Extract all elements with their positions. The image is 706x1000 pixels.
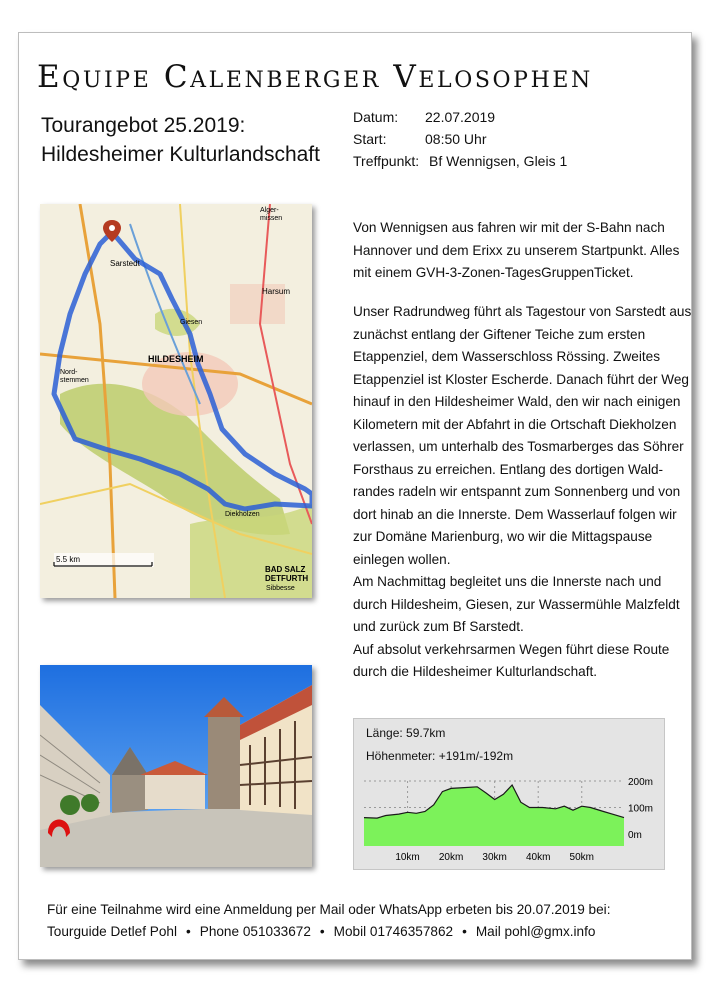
intro-line: Von Wennigsen aus fahren wir mit der S-Bahn nach bbox=[353, 220, 665, 235]
footer-contact bbox=[47, 899, 610, 943]
meta-meeting-point bbox=[353, 150, 567, 172]
monastery-photo-graphic bbox=[40, 665, 312, 867]
body-line: Etappenziel, dem Wasserschloss Rössing. Zweites bbox=[353, 349, 660, 364]
profile-x-tick-label: 20km bbox=[438, 852, 464, 863]
route-map-graphic bbox=[40, 204, 312, 598]
map-label-detfurth: DETFURTH bbox=[265, 574, 309, 583]
map-label-giesen: Giesen bbox=[180, 319, 203, 326]
elevation-profile bbox=[353, 718, 665, 870]
body-line: einlegen wollen. bbox=[353, 551, 451, 567]
profile-length: Länge: 59.7km bbox=[366, 726, 446, 740]
body-line: durch Hildesheim, Giesen, zur Wassermühle Malzfeldt bbox=[353, 596, 680, 612]
meta-meeting-value: Bf Wennigsen, Gleis 1 bbox=[429, 153, 568, 169]
intro-line: mit einem GVH-3-Zonen-TagesGruppenTicket. bbox=[353, 265, 634, 280]
body-line: Unser Radrundweg führt als Tagestour von Sarstedt aus bbox=[353, 304, 692, 319]
profile-y-tick-label: 200m bbox=[628, 777, 654, 788]
body-line: Forsthaus zu erreichen. Entlang des dortigen Wald- bbox=[353, 461, 664, 477]
map-scale-label: 5.5 km bbox=[56, 555, 81, 564]
tour-meta bbox=[353, 106, 567, 172]
profile-x-tick-label: 50km bbox=[569, 852, 594, 863]
meta-date-value: 22.07.2019 bbox=[425, 109, 496, 125]
map-label-diekholzen: Diekholzen bbox=[225, 511, 260, 518]
map-label-sarstedt: Sarstedt bbox=[110, 259, 140, 268]
mobile-number[interactable]: Mobil 01746357862 bbox=[333, 924, 454, 939]
mail-address[interactable]: Mail pohl@gmx.info bbox=[475, 924, 596, 939]
route-map bbox=[40, 204, 312, 598]
meta-date-label: Datum: bbox=[353, 109, 399, 125]
map-label-nordstemmen: Nord- bbox=[60, 369, 78, 376]
body-line: hinauf in den Hildesheimer Wald, den wir nach einigen bbox=[353, 394, 681, 409]
elevation-area bbox=[364, 785, 624, 846]
body-line: Etappenziel ist Kloster Escherde. Danach führt der Weg bbox=[353, 371, 689, 387]
body-line: Auf absolut verkehrsarmen Wegen führt diese Route bbox=[353, 641, 670, 657]
bullet-separator: • bbox=[319, 924, 325, 939]
map-label-bad-salzdetfurth: BAD SALZ bbox=[265, 565, 306, 574]
intro-line: Hannover und dem Erixx zu unserem Startpunkt. Alles bbox=[353, 242, 680, 258]
profile-x-tick-label: 30km bbox=[482, 852, 507, 863]
map-label-algermissen: Alger- bbox=[260, 207, 279, 214]
monastery-photo bbox=[40, 665, 312, 867]
route-description bbox=[353, 301, 691, 684]
bullet-separator: • bbox=[185, 924, 191, 939]
tour-heading bbox=[41, 111, 320, 169]
body-line: durch die Hildesheimer Kulturlandschaft. bbox=[353, 664, 598, 679]
body-line: zunächst entlang der Giftener Teiche zum ersten bbox=[353, 326, 646, 342]
map-label-sibbesse: Sibbesse bbox=[266, 585, 295, 592]
tour-offer-number: Tourangebot 25.2019: bbox=[41, 114, 246, 137]
registration-note: Für eine Teilnahme wird eine Anmeldung per Mail oder WhatsApp erbeten bis 20.07.2019 bei: bbox=[47, 902, 611, 917]
meta-start bbox=[353, 128, 567, 150]
map-label-nordstemmen-2: stemmen bbox=[60, 377, 89, 384]
body-line: Kilometern mit der Abfahrt in die Ortschaft Diekholzen bbox=[353, 416, 677, 432]
body-line: dort hinab an die Innerste. Dem Wasserlauf folgen wir bbox=[353, 506, 677, 522]
flyer-sheet bbox=[18, 32, 692, 960]
profile-x-tick-label: 40km bbox=[525, 852, 551, 863]
tour-name: Hildesheimer Kulturlandschaft bbox=[41, 143, 320, 166]
meta-start-label: Start: bbox=[353, 131, 387, 147]
tourguide-name: Tourguide Detlef Pohl bbox=[47, 924, 177, 939]
phone-number[interactable]: Phone 051033672 bbox=[199, 924, 311, 939]
map-label-algermissen-2: missen bbox=[260, 215, 283, 222]
intro-paragraph bbox=[353, 217, 679, 285]
contact-line bbox=[47, 921, 610, 943]
body-line: und zurück zum Bf Sarstedt. bbox=[353, 619, 524, 634]
profile-elevation-gain: Höhenmeter: +191m/-192m bbox=[366, 749, 514, 763]
meta-date bbox=[353, 106, 567, 128]
elevation-chart bbox=[354, 719, 664, 869]
body-line: randes radeln wir entspannt zum Sonnenberg und von bbox=[353, 484, 681, 499]
profile-y-tick-label: 100m bbox=[628, 803, 654, 815]
body-line: verlassen, um unterhalb des Tosmarberges das Söhrer bbox=[353, 439, 684, 454]
meta-meeting-label: Treffpunkt: bbox=[353, 153, 420, 169]
club-title: Equipe Calenberger Velosophen bbox=[37, 59, 593, 95]
bullet-separator: • bbox=[462, 924, 467, 939]
profile-x-tick-label: 10km bbox=[395, 852, 420, 863]
map-label-hildesheim: HILDESHEIM bbox=[148, 354, 204, 364]
map-label-harsum: Harsum bbox=[262, 287, 291, 296]
body-line: Am Nachmittag begleitet uns die Innerste nach und bbox=[353, 574, 662, 589]
body-line: zur Domäne Marienburg, wo wir die Mittagspause bbox=[353, 529, 653, 544]
meta-start-value: 08:50 Uhr bbox=[425, 131, 487, 147]
profile-y-tick-label: 0m bbox=[628, 830, 642, 841]
